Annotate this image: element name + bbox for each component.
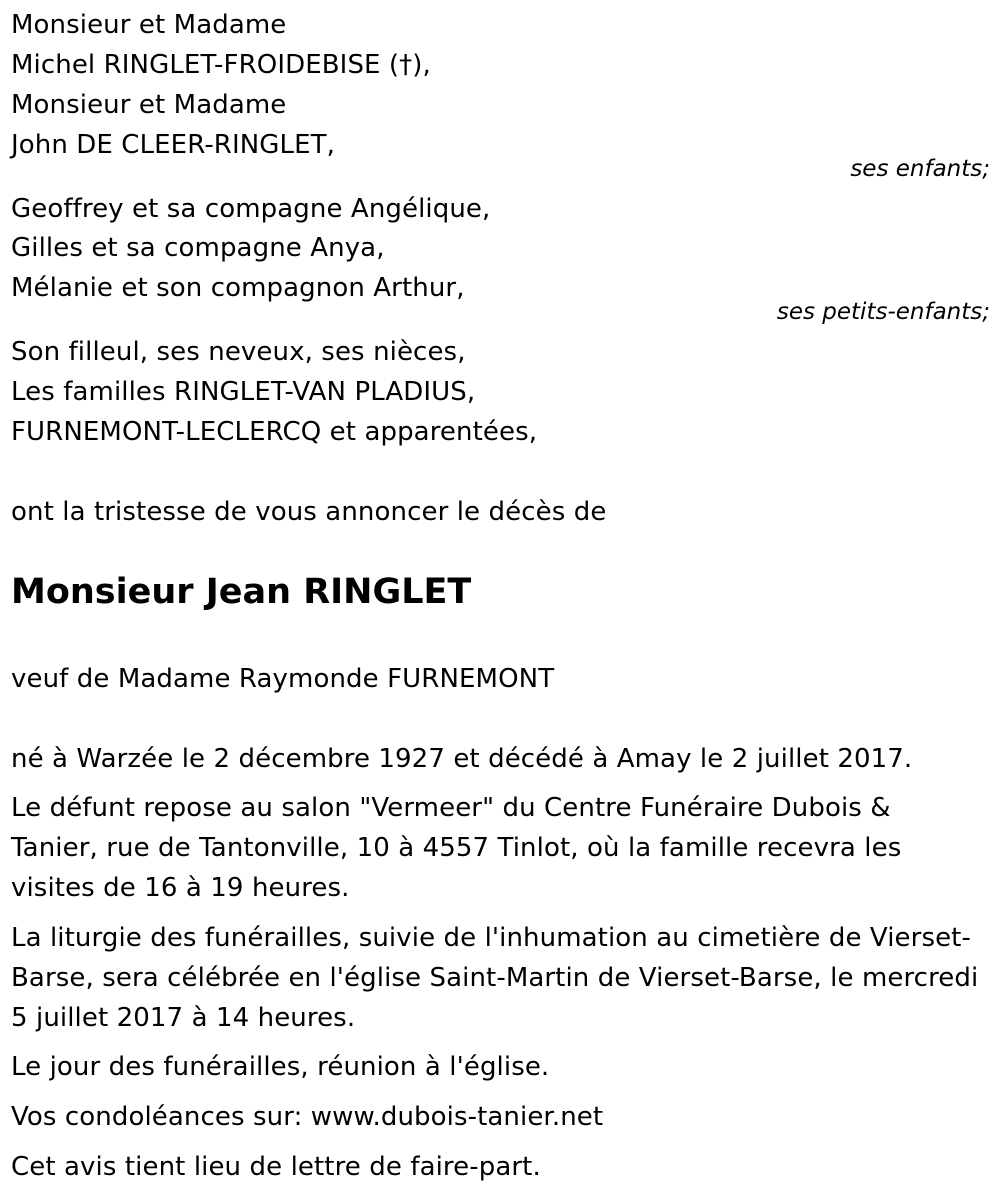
visitation-line: Le défunt repose au salon "Vermeer" du Centre Funéraire Dubois & — [11, 793, 891, 823]
visitation-line: Tanier, rue de Tantonville, 10 à 4557 Tinlot, où la famille recevra les — [11, 833, 902, 863]
condolences-text: Vos condoléances sur: www.dubois-tanier.net — [11, 1102, 604, 1132]
children-line: Michel RINGLET-FROIDEBISE (†), — [11, 50, 431, 80]
family-line: Les familles RINGLET-VAN PLADIUS, — [11, 377, 476, 407]
visitation-line: visites de 16 à 19 heures. — [11, 873, 350, 903]
announcement-text: ont la tristesse de vous annoncer le décès de — [11, 497, 607, 527]
grandchildren-line: Mélanie et son compagnon Arthur, — [11, 273, 465, 303]
widower-text: veuf de Madame Raymonde FURNEMONT — [11, 664, 555, 694]
liturgy-line: La liturgie des funérailles, suivie de l'inhumation au cimetière de Vierset- — [11, 923, 971, 953]
grandchildren-role-label: ses petits-enfants; — [776, 299, 990, 325]
children-line: Monsieur et Madame — [11, 90, 287, 120]
children-line: Monsieur et Madame — [11, 10, 287, 40]
liturgy-line: 5 juillet 2017 à 14 heures. — [11, 1003, 356, 1033]
family-line: Son filleul, ses neveux, ses nièces, — [11, 337, 466, 367]
meeting-text: Le jour des funérailles, réunion à l'église. — [11, 1052, 550, 1082]
children-line: John DE CLEER-RINGLET, — [11, 130, 335, 160]
notice-text: Cet avis tient lieu de lettre de faire-part. — [11, 1152, 541, 1182]
children-role-label: ses enfants; — [850, 156, 990, 182]
family-line: FURNEMONT-LECLERCQ et apparentées, — [11, 417, 538, 447]
grandchildren-line: Geoffrey et sa compagne Angélique, — [11, 194, 491, 224]
grandchildren-line: Gilles et sa compagne Anya, — [11, 233, 385, 263]
deceased-name: Monsieur Jean RINGLET — [11, 572, 472, 612]
liturgy-line: Barse, sera célébrée en l'église Saint-Martin de Vierset-Barse, le mercredi — [11, 963, 979, 993]
birth-death-text: né à Warzée le 2 décembre 1927 et décédé à Amay le 2 juillet 2017. — [11, 744, 913, 774]
